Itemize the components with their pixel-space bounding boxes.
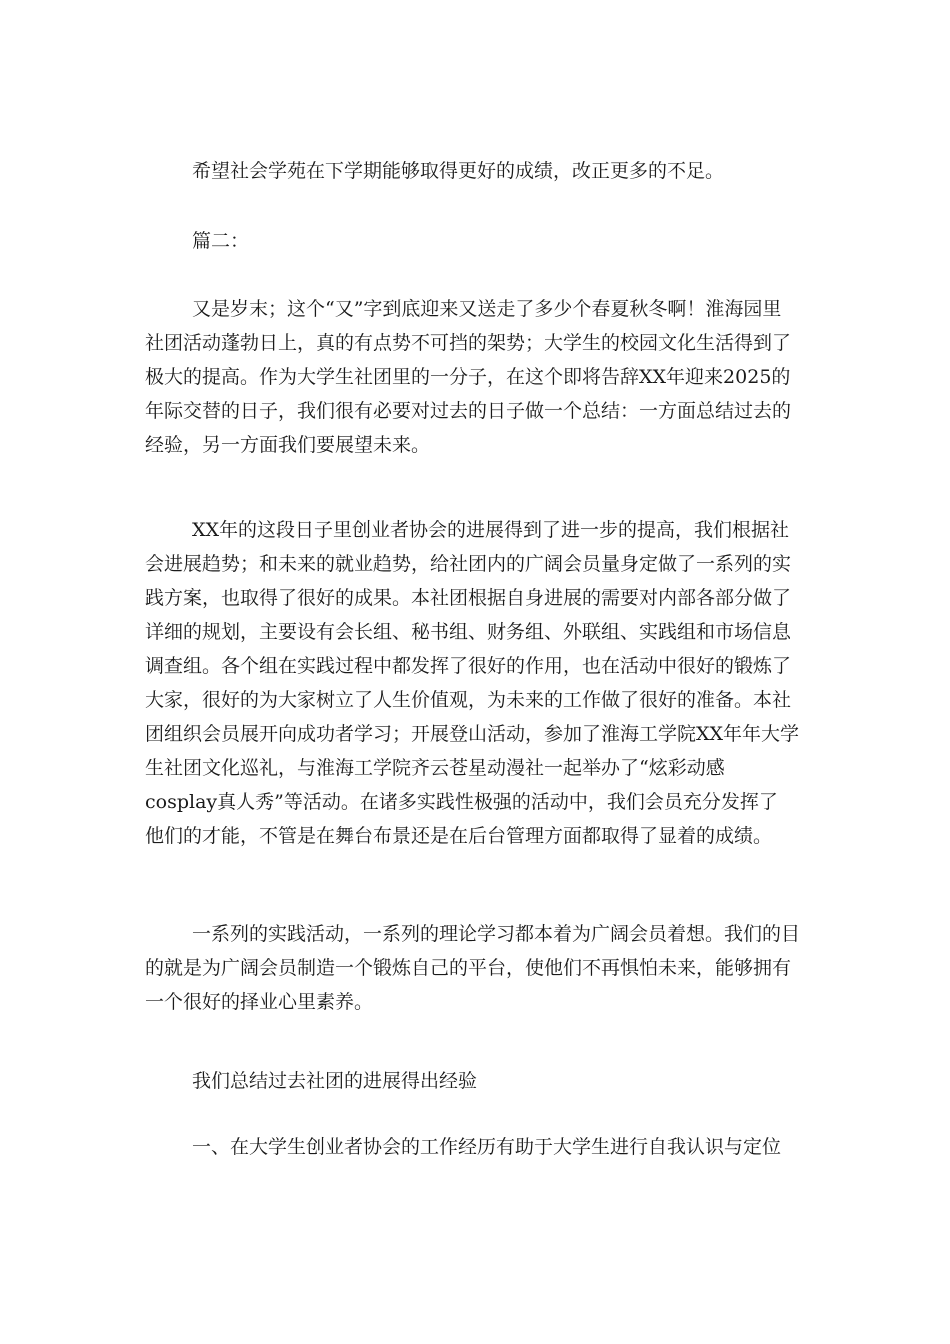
text-line: 经验，另一方面我们要展望未来。 [145,434,431,456]
paragraph-point-one [145,1130,807,1164]
paragraph-experience-summary [145,1064,807,1098]
text-line: 又是岁末；这个“又”字到底迎来又送走了多少个春夏秋冬啊！淮海园里 [192,298,782,320]
text-line: 一系列的实践活动，一系列的理论学习都本着为广阔会员着想。我们的目 [192,923,801,945]
text-line: 社团活动蓬勃日上，真的有点势不可挡的架势；大学生的校园文化生活得到了 [145,332,792,354]
text-line: 我们总结过去社团的进展得出经验 [192,1070,478,1092]
text-line: XX年的这段日子里创业者协会的进展得到了进一步的提高，我们根据社 [192,519,790,541]
paragraph-closing-wish [145,154,807,188]
paragraph-year-end-intro [145,292,807,462]
text-line: 践方案，也取得了很好的成果。本社团根据自身进展的需要对内部各部分做了 [145,587,792,609]
text-line: 他们的才能，不管是在舞台布景还是在后台管理方面都取得了显着的成绩。 [145,825,773,847]
text-line: 一个很好的择业心里素养。 [145,991,374,1013]
section-heading-part-two [145,224,807,258]
paragraph-association-progress [145,513,807,853]
text-line: cosplay真人秀”等活动。在诸多实践性极强的活动中，我们会员充分发挥了 [145,791,778,813]
text-line: 年际交替的日子，我们很有必要对过去的日子做一个总结：一方面总结过去的 [145,400,792,422]
text-line: 的就是为广阔会员制造一个锻炼自己的平台，使他们不再惧怕未来，能够拥有 [145,957,792,979]
text-line: 会进展趋势；和未来的就业趋势，给社团内的广阔会员量身定做了一系列的实 [145,553,792,575]
text-line: 希望社会学苑在下学期能够取得更好的成绩，改正更多的不足。 [192,160,725,182]
text-line: 篇二： [192,230,250,252]
text-line: 团组织会员展开向成功者学习；开展登山活动，参加了淮海工学院XX年年大学 [145,723,800,745]
text-line: 调查组。各个组在实践过程中都发挥了很好的作用，也在活动中很好的锻炼了 [145,655,792,677]
text-line: 生社团文化巡礼，与淮海工学院齐云苍星动漫社一起举办了“炫彩动感 [145,757,725,779]
text-line: 极大的提高。作为大学生社团里的一分子，在这个即将告辞XX年迎来2025的 [145,366,791,388]
paragraph-practice-activities [145,917,807,1019]
text-line: 大家，很好的为大家树立了人生价值观，为未来的工作做了很好的准备。本社 [145,689,792,711]
text-line: 一、在大学生创业者协会的工作经历有助于大学生进行自我认识与定位 [192,1136,782,1158]
text-line: 详细的规划，主要设有会长组、秘书组、财务组、外联组、实践组和市场信息 [145,621,792,643]
